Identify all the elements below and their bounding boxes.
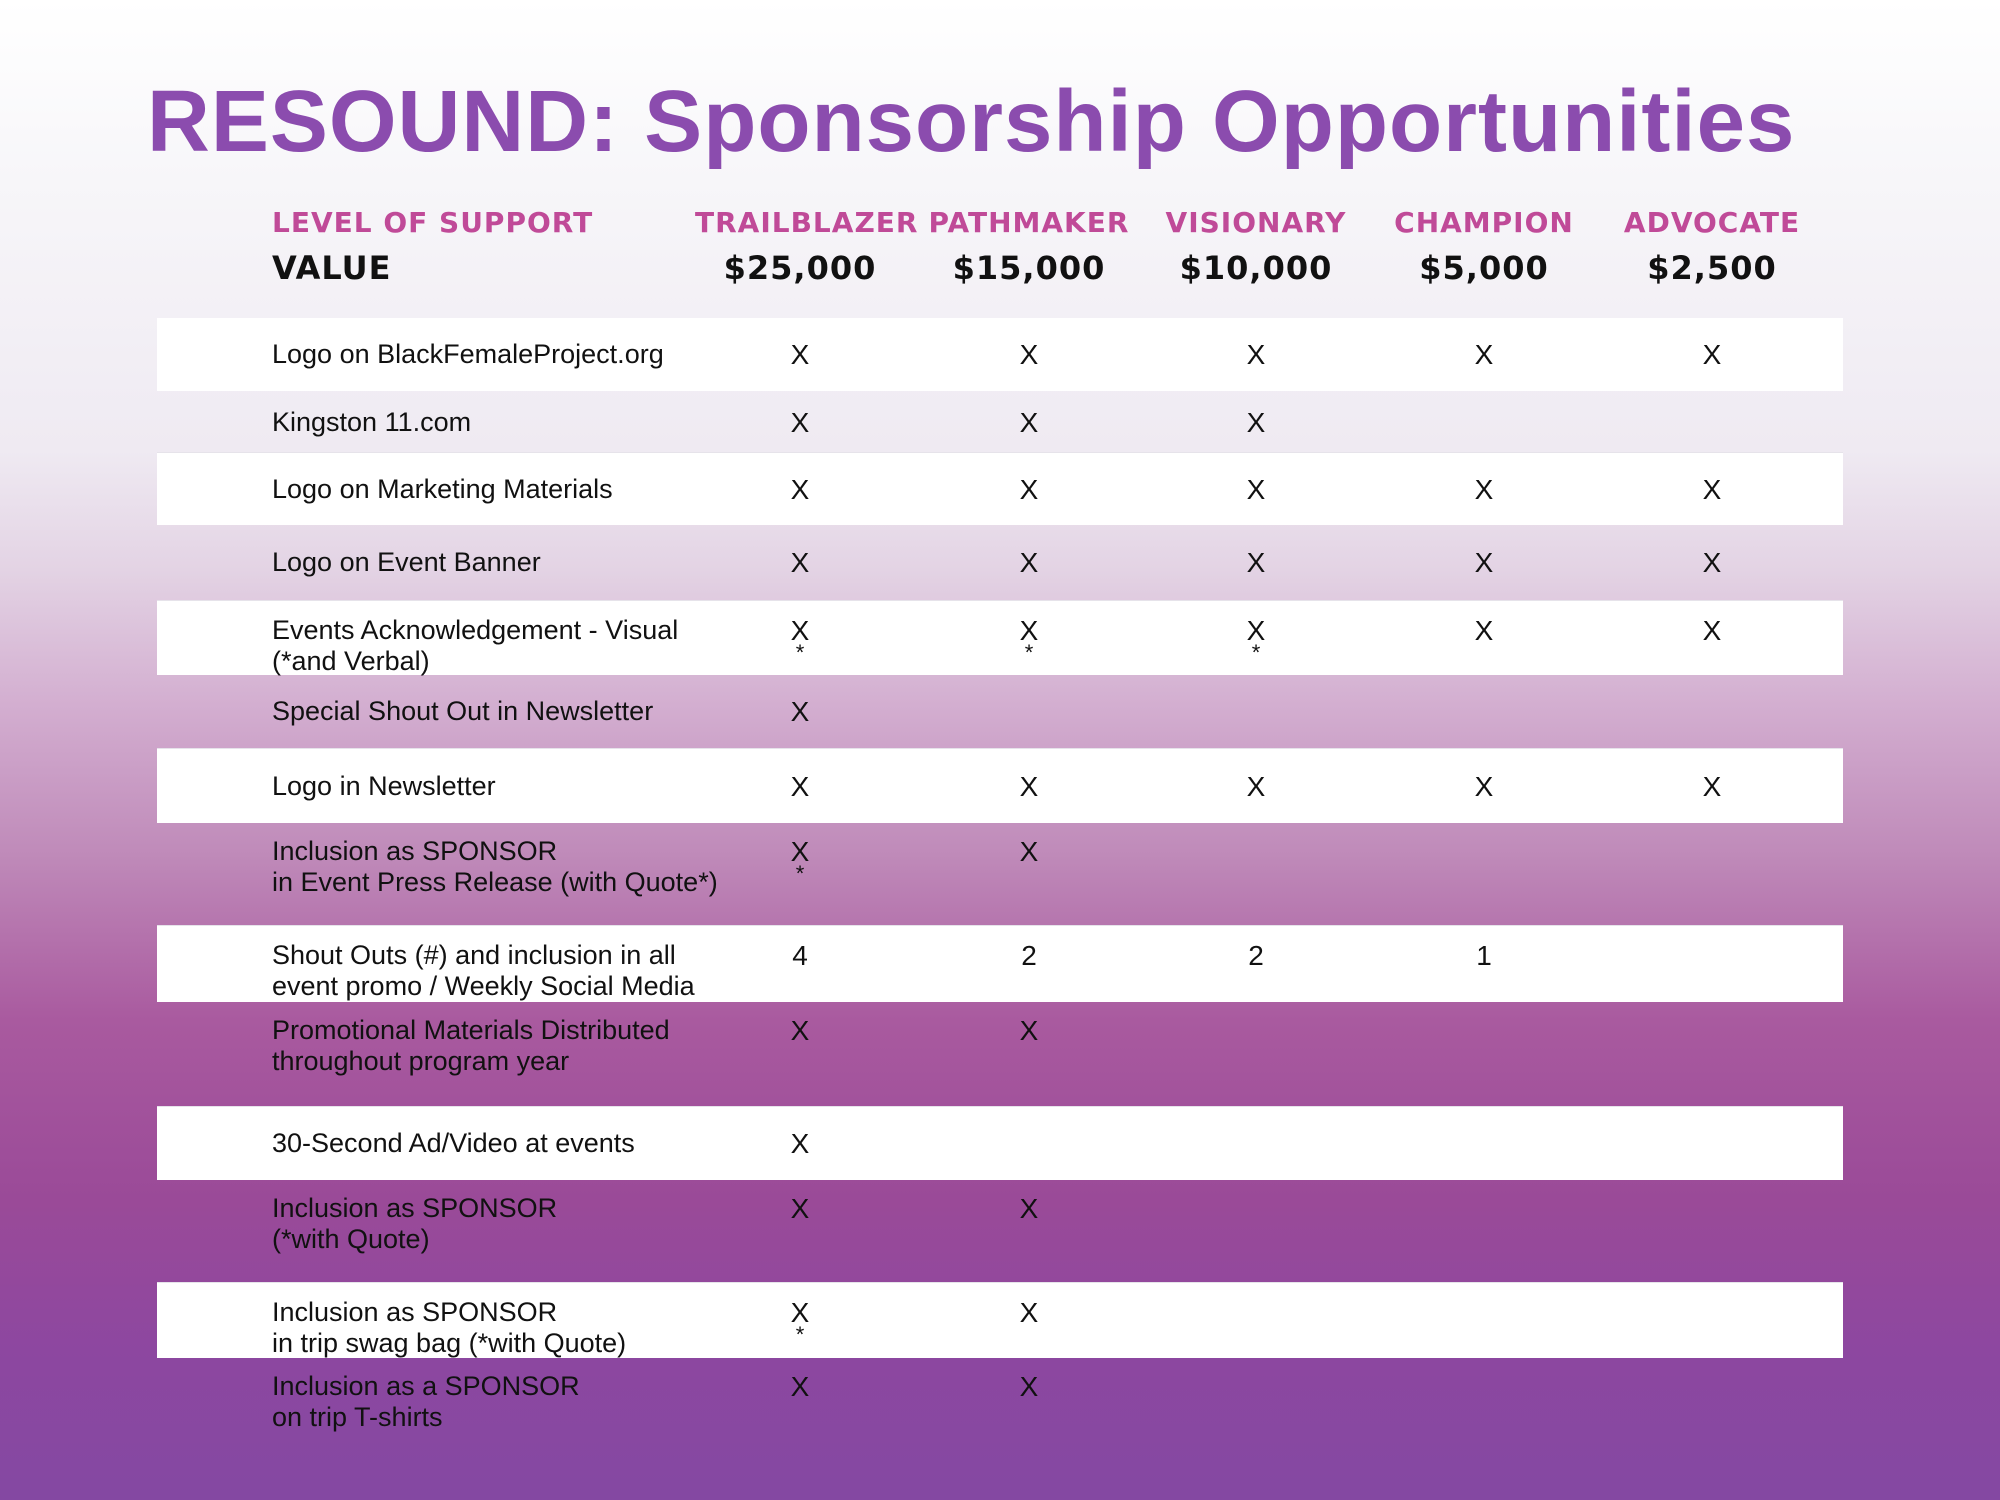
table-cell <box>1424 474 1544 505</box>
cell-value: X <box>790 1371 810 1402</box>
cell-value: X <box>1019 339 1039 370</box>
row-label-line: Promotional Materials Distributed <box>272 1015 670 1045</box>
table-cell <box>969 1297 1089 1328</box>
cell-value: X <box>1474 339 1494 370</box>
table-row <box>157 748 1843 823</box>
table-cell <box>740 474 860 505</box>
row-label-line: Inclusion as a SPONSOR <box>272 1371 580 1401</box>
cell-value: X <box>1246 615 1266 646</box>
cell-value: X <box>1246 547 1266 578</box>
table-cell <box>969 1193 1089 1224</box>
table-cell <box>1652 547 1772 578</box>
level-of-support-label: LEVEL OF SUPPORT <box>272 206 594 239</box>
row-label-line: (*with Quote) <box>272 1224 430 1254</box>
row-label-line: Shout Outs (#) and inclusion in all <box>272 940 676 970</box>
row-label <box>272 339 664 370</box>
table-row <box>157 1001 1843 1106</box>
table-cell <box>740 771 860 802</box>
table-cell <box>1424 339 1544 370</box>
row-label-line: Logo on BlackFemaleProject.org <box>272 339 664 369</box>
asterisk-marker: * <box>795 640 805 665</box>
row-label <box>272 474 613 505</box>
cell-value: X <box>1474 474 1494 505</box>
cell-value: X <box>1019 1297 1039 1328</box>
cell-value: X <box>1019 836 1039 867</box>
cell-value: X <box>1246 339 1266 370</box>
row-label-line: event promo / Weekly Social Media <box>272 971 695 1001</box>
table-cell <box>1424 771 1544 802</box>
row-label <box>272 615 678 677</box>
table-cell <box>969 1371 1089 1402</box>
cell-value: X <box>1246 407 1266 438</box>
row-label-line: Special Shout Out in Newsletter <box>272 696 654 726</box>
tier-value-champion: $5,000 <box>1419 249 1549 287</box>
table-row <box>157 822 1843 925</box>
cell-value: X <box>790 696 810 727</box>
row-label-line: Inclusion as SPONSOR <box>272 1297 558 1327</box>
row-label <box>272 407 471 438</box>
cell-value: X <box>790 615 810 646</box>
table-row <box>157 925 1843 1002</box>
row-label-line: Inclusion as SPONSOR <box>272 1193 558 1223</box>
table-cell <box>740 1297 860 1347</box>
table-cell <box>969 1015 1089 1046</box>
table-cell <box>1196 339 1316 370</box>
table-cell <box>1652 771 1772 802</box>
row-label-line: Logo in Newsletter <box>272 771 496 801</box>
tier-name-advocate: ADVOCATE <box>1623 206 1801 239</box>
table-cell <box>969 836 1089 867</box>
row-label-line: 30-Second Ad/Video at events <box>272 1128 635 1158</box>
table-cell <box>969 407 1089 438</box>
table-cell <box>1424 940 1544 971</box>
row-label-line: Events Acknowledgement - Visual <box>272 615 679 645</box>
cell-value: X <box>1702 771 1722 802</box>
table-row <box>157 392 1843 452</box>
cell-value: X <box>790 407 810 438</box>
cell-value: X <box>790 547 810 578</box>
table-cell <box>740 1015 860 1046</box>
cell-value: X <box>1702 474 1722 505</box>
row-label-line: Logo on Event Banner <box>272 547 541 577</box>
row-label <box>272 1297 626 1359</box>
table-cell <box>740 547 860 578</box>
cell-value: X <box>1019 1371 1039 1402</box>
row-label <box>272 771 496 802</box>
row-label <box>272 940 695 1002</box>
tier-name-trailblazer: TRAILBLAZER <box>695 206 919 239</box>
table-cell <box>740 339 860 370</box>
page-title: RESOUND: Sponsorship Opportunities <box>147 73 1796 170</box>
table-cell <box>1196 940 1316 971</box>
cell-value: 2 <box>1021 940 1037 971</box>
cell-value: X <box>1019 474 1039 505</box>
cell-value: X <box>1246 474 1266 505</box>
asterisk-marker: * <box>795 861 805 886</box>
cell-value: 4 <box>792 940 808 971</box>
row-label <box>272 1371 580 1433</box>
table-cell <box>740 615 860 665</box>
cell-value: X <box>790 1015 810 1046</box>
cell-value: 2 <box>1248 940 1264 971</box>
table-row <box>157 1282 1843 1358</box>
table-row <box>157 452 1843 525</box>
cell-value: X <box>790 836 810 867</box>
row-label-line: on trip T-shirts <box>272 1402 443 1432</box>
table-cell <box>969 547 1089 578</box>
table-cell <box>969 771 1089 802</box>
cell-value: X <box>790 1193 810 1224</box>
row-label-line: throughout program year <box>272 1046 570 1076</box>
cell-value: X <box>1474 547 1494 578</box>
table-cell <box>740 696 860 727</box>
cell-value: X <box>790 339 810 370</box>
table-cell <box>969 940 1089 971</box>
asterisk-marker: * <box>1024 640 1034 665</box>
tier-name-pathmaker: PATHMAKER <box>928 206 1130 239</box>
row-label <box>272 1193 557 1255</box>
row-label <box>272 1128 635 1159</box>
table-row <box>157 600 1843 675</box>
cell-value: X <box>1019 1015 1039 1046</box>
table-cell <box>1196 615 1316 665</box>
cell-value: X <box>1019 547 1039 578</box>
table-row <box>157 525 1843 600</box>
table-row <box>157 1179 1843 1282</box>
tier-value-trailblazer: $25,000 <box>723 249 877 287</box>
table-row <box>157 1357 1843 1460</box>
row-label <box>272 1015 670 1077</box>
cell-value: X <box>1019 615 1039 646</box>
table-cell <box>969 339 1089 370</box>
row-label-line: in trip swag bag (*with Quote) <box>272 1328 627 1358</box>
cell-value: X <box>790 1128 810 1159</box>
table-cell <box>740 1193 860 1224</box>
table-cell <box>740 836 860 886</box>
cell-value: X <box>1019 1193 1039 1224</box>
tier-name-visionary: VISIONARY <box>1165 206 1347 239</box>
row-label-line: in Event Press Release (with Quote*) <box>272 867 718 897</box>
cell-value: X <box>1019 407 1039 438</box>
table-cell <box>969 615 1089 665</box>
cell-value: X <box>1474 771 1494 802</box>
table-cell <box>740 1128 860 1159</box>
table-cell <box>969 474 1089 505</box>
table-cell <box>1196 547 1316 578</box>
tier-value-advocate: $2,500 <box>1647 249 1777 287</box>
table-row <box>157 674 1843 748</box>
cell-value: X <box>1019 771 1039 802</box>
row-label-line: Kingston 11.com <box>272 407 472 437</box>
tier-name-champion: CHAMPION <box>1394 206 1574 239</box>
row-label-line: (*and Verbal) <box>272 646 430 676</box>
cell-value: X <box>790 474 810 505</box>
value-label: VALUE <box>272 249 392 287</box>
table-row <box>157 1106 1843 1180</box>
table-cell <box>1424 547 1544 578</box>
asterisk-marker: * <box>795 1322 805 1347</box>
row-label <box>272 836 718 898</box>
table-cell <box>740 407 860 438</box>
table-cell <box>1652 474 1772 505</box>
table-cell <box>1196 474 1316 505</box>
cell-value: X <box>1702 339 1722 370</box>
cell-value: X <box>790 1297 810 1328</box>
table-cell <box>1196 407 1316 438</box>
table-row <box>157 318 1843 391</box>
table-cell <box>740 940 860 971</box>
row-label-line: Inclusion as SPONSOR <box>272 836 558 866</box>
row-label <box>272 547 541 578</box>
table-cell <box>1196 771 1316 802</box>
cell-value: 1 <box>1476 940 1492 971</box>
cell-value: X <box>1702 547 1722 578</box>
cell-value: X <box>1474 615 1494 646</box>
table-cell <box>740 1371 860 1402</box>
cell-value: X <box>790 771 810 802</box>
cell-value: X <box>1246 771 1266 802</box>
asterisk-marker: * <box>1251 640 1261 665</box>
tier-value-pathmaker: $15,000 <box>952 249 1106 287</box>
table-cell <box>1652 615 1772 646</box>
row-label <box>272 696 653 727</box>
cell-value: X <box>1702 615 1722 646</box>
row-label-line: Logo on Marketing Materials <box>272 474 613 504</box>
table-cell <box>1424 615 1544 646</box>
tier-value-visionary: $10,000 <box>1179 249 1333 287</box>
table-cell <box>1652 339 1772 370</box>
